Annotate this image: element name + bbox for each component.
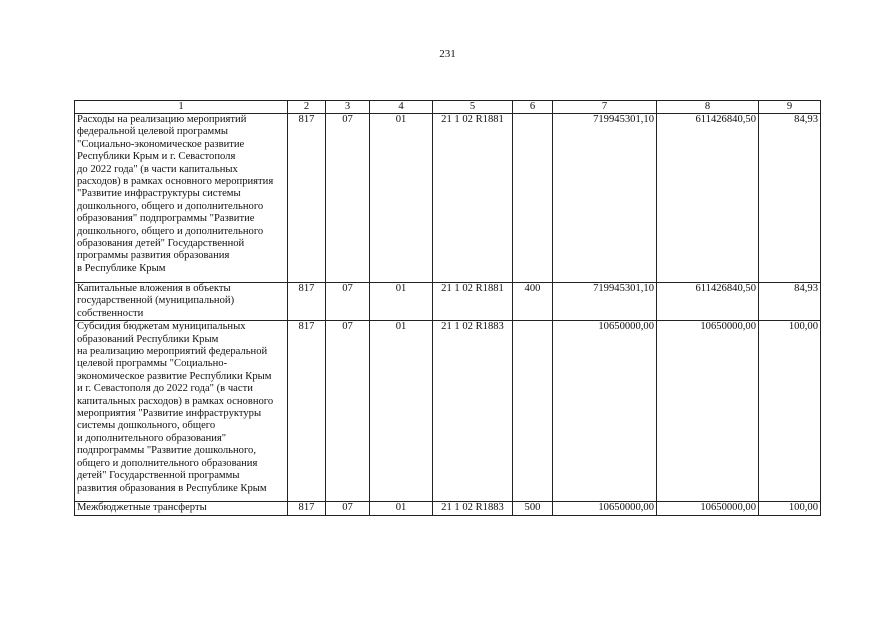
cell-section: 07 xyxy=(326,283,370,321)
cell-ministry-code: 817 xyxy=(288,502,326,515)
column-header: 5 xyxy=(433,101,513,114)
column-header: 9 xyxy=(759,101,821,114)
cell-amount-executed: 10650000,00 xyxy=(657,321,759,502)
cell-subsection: 01 xyxy=(370,114,433,283)
column-header: 3 xyxy=(326,101,370,114)
table-row xyxy=(75,114,821,283)
column-header: 6 xyxy=(513,101,553,114)
column-header: 8 xyxy=(657,101,759,114)
cell-amount-executed: 10650000,00 xyxy=(657,502,759,515)
column-header: 4 xyxy=(370,101,433,114)
cell-amount-planned: 10650000,00 xyxy=(553,502,657,515)
table-row xyxy=(75,321,821,502)
table-row xyxy=(75,283,821,321)
table-row xyxy=(75,502,821,515)
header-row xyxy=(75,101,821,114)
cell-target-article: 21 1 02 R1881 xyxy=(433,283,513,321)
cell-amount-executed: 611426840,50 xyxy=(657,114,759,283)
cell-amount-planned: 10650000,00 xyxy=(553,321,657,502)
cell-percent: 84,93 xyxy=(759,283,821,321)
cell-expense-type: 500 xyxy=(513,502,553,515)
cell-section: 07 xyxy=(326,321,370,502)
cell-subsection: 01 xyxy=(370,502,433,515)
cell-subsection: 01 xyxy=(370,283,433,321)
row-description: Межбюджетные трансферты xyxy=(75,502,288,515)
row-description: Субсидия бюджетам муниципальных образований Республики Крым на реализацию мероприятий федеральной целевой программы "Социально- экономическое развитие Республики Крым и г. Севастополя до 2022 года" (в части капитальных расходов) в рамках основного мероприятия "Развитие инфраструктуры системы дошкольного, общего и дополнительного образования" подпрограммы "Развитие дошкольного, общего и дополнительного образования детей" Государственной программы развития образования в Республике Крым xyxy=(75,321,288,502)
column-header: 7 xyxy=(553,101,657,114)
cell-percent: 100,00 xyxy=(759,321,821,502)
cell-section: 07 xyxy=(326,502,370,515)
cell-amount-executed: 611426840,50 xyxy=(657,283,759,321)
cell-expense-type: 400 xyxy=(513,283,553,321)
cell-subsection: 01 xyxy=(370,321,433,502)
column-header: 2 xyxy=(288,101,326,114)
budget-table xyxy=(74,100,821,516)
cell-amount-planned: 719945301,10 xyxy=(553,283,657,321)
cell-expense-type xyxy=(513,321,553,502)
cell-target-article: 21 1 02 R1883 xyxy=(433,502,513,515)
cell-percent: 84,93 xyxy=(759,114,821,283)
cell-percent: 100,00 xyxy=(759,502,821,515)
cell-target-article: 21 1 02 R1883 xyxy=(433,321,513,502)
row-description: Капитальные вложения в объекты государственной (муниципальной) собственности xyxy=(75,283,288,321)
cell-expense-type xyxy=(513,114,553,283)
cell-ministry-code: 817 xyxy=(288,114,326,283)
cell-target-article: 21 1 02 R1881 xyxy=(433,114,513,283)
cell-section: 07 xyxy=(326,114,370,283)
cell-ministry-code: 817 xyxy=(288,283,326,321)
page-number: 231 xyxy=(439,48,456,60)
cell-amount-planned: 719945301,10 xyxy=(553,114,657,283)
column-header: 1 xyxy=(75,101,288,114)
row-description: Расходы на реализацию мероприятий федеральной целевой программы "Социально-экономическое развитие Республики Крым и г. Севастополя до 2022 года" (в части капитальных расходов) в рамках основного мероприятия "Развитие инфраструктуры системы дошкольного, общего и дополнительного образования" подпрограммы "Развитие дошкольного, общего и дополнительного образования детей" Государственной программы развития образования в Республике Крым xyxy=(75,114,288,283)
cell-ministry-code: 817 xyxy=(288,321,326,502)
